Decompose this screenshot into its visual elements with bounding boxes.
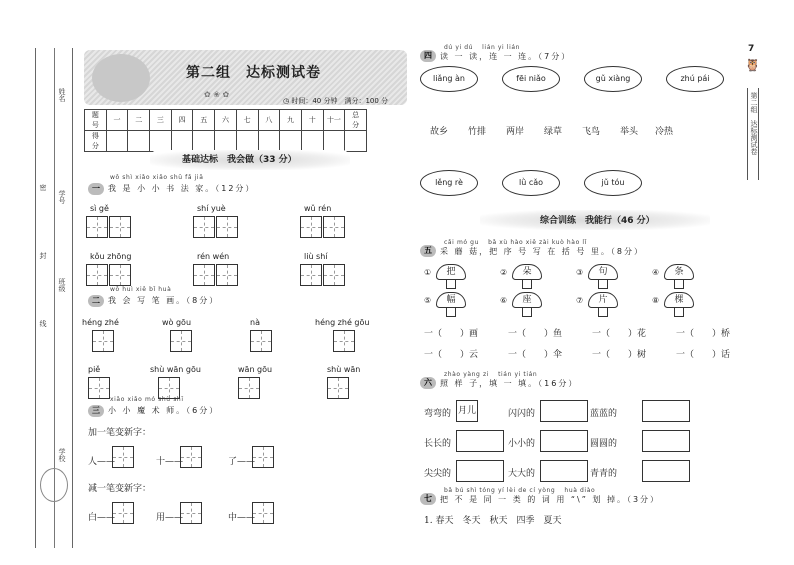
mushroom-cap: 句: [588, 264, 618, 280]
section-2-pinyin: wǒ huì xiě bǐ huà: [110, 286, 172, 293]
section-5-pinyin: cǎi mó gu bǎ xù hào xiě zài kuò hào lǐ: [444, 239, 587, 246]
writing-box[interactable]: [216, 216, 238, 238]
time-info: [283, 96, 388, 106]
adjective-prompt: 小小的: [508, 439, 536, 449]
writing-box[interactable]: [193, 264, 215, 286]
pinyin-oval[interactable]: zhú pái: [666, 66, 724, 92]
score-header-cell: 四: [171, 110, 193, 131]
mushroom-number: ③: [576, 268, 584, 277]
matching-word[interactable]: 故乡: [430, 127, 449, 137]
student-id-label: 学号: [58, 190, 66, 204]
mushroom: [436, 292, 466, 318]
score-input-cell[interactable]: [301, 131, 323, 152]
add-stroke-label: 加一笔变新字：: [88, 428, 152, 438]
stroke-pinyin: shù wān: [327, 365, 361, 374]
decorative-flowers-icon: ✿ ❀ ✿: [204, 90, 230, 99]
score-header-cell: 五: [193, 110, 215, 131]
mushroom-cap: 幅: [436, 292, 466, 308]
writing-box[interactable]: [300, 264, 322, 286]
page-title: 第二组 达标测试卷: [186, 65, 321, 81]
stroke-pinyin: nà: [250, 318, 260, 327]
matching-word[interactable]: 举头: [620, 127, 639, 137]
time-info-text: 时间：40 分钟 满分：100 分: [291, 97, 389, 105]
measure-word-blank[interactable]: 一（ ）鱼: [508, 329, 563, 339]
section-4-number: 四: [420, 50, 436, 62]
answer-box[interactable]: [252, 446, 274, 468]
stroke-pinyin: wān gōu: [238, 365, 273, 374]
pinyin-prompt: liù shí: [304, 252, 328, 261]
stroke-box[interactable]: [327, 377, 349, 399]
score-table: [84, 109, 367, 152]
score-header-cell: 题 号: [85, 110, 107, 131]
example-answer-box[interactable]: 月儿: [456, 400, 478, 422]
score-input-cell[interactable]: [193, 131, 215, 152]
pinyin-oval[interactable]: jǔ tóu: [584, 170, 642, 196]
section-7-line-1: 1. 春天 冬天 秋天 四季 夏天: [424, 516, 562, 526]
pinyin-prompt: rén wén: [197, 252, 230, 261]
section-7-pinyin: bǎ bú shì tóng yí lèi de cí yòng huà diào: [444, 487, 596, 494]
score-input-cell[interactable]: [171, 131, 193, 152]
mushroom: [512, 264, 542, 290]
score-header-cell: 二: [128, 110, 150, 131]
adjective-prompt: 青青的: [590, 469, 618, 479]
fill-in-box[interactable]: [642, 430, 690, 452]
name-label: 姓名: [58, 88, 66, 102]
mascot-illustration: [92, 54, 150, 102]
mushroom: [588, 292, 618, 318]
mascot-doodle-icon: [40, 468, 68, 502]
mushroom-number: ②: [500, 268, 508, 277]
stroke-pinyin: héng zhé gōu: [315, 318, 370, 327]
answer-box[interactable]: [252, 502, 274, 524]
adjective-prompt: 尖尖的: [424, 469, 452, 479]
fill-in-box[interactable]: [540, 430, 588, 452]
pinyin-oval[interactable]: fēi niǎo: [502, 66, 560, 92]
section-4-text: 读 一 读，连 一 连。（7分）: [440, 52, 572, 61]
measure-word-blank[interactable]: 一（ ）画: [424, 329, 479, 339]
section-1-pinyin: wǒ shì xiǎo xiǎo shū fǎ jiā: [110, 174, 204, 181]
matching-word[interactable]: 绿草: [544, 127, 563, 137]
mushroom: [588, 264, 618, 290]
section-6-text: 照 样 子，填 一 填。（16分）: [440, 379, 579, 388]
adjective-prompt: 弯弯的: [424, 409, 452, 419]
score-input-cell[interactable]: [280, 131, 302, 152]
mushroom-number: ④: [652, 268, 660, 277]
matching-word[interactable]: 冷热: [655, 127, 674, 137]
mushroom: [664, 264, 694, 290]
mushroom-stem: [598, 307, 608, 317]
score-header-cell: 十: [301, 110, 323, 131]
section-7-text: 把 不 是 同 一 类 的 词 用 “\” 划 掉。（3分）: [440, 495, 661, 504]
mushroom-stem: [674, 307, 684, 317]
answer-box[interactable]: [180, 502, 202, 524]
clock-icon: ◷: [283, 97, 292, 105]
seal-feng: 封: [39, 252, 47, 259]
adjective-prompt: 闪闪的: [508, 409, 536, 419]
measure-word-blank[interactable]: 一（ ）云: [424, 350, 479, 360]
part1-title: 基础达标 我会做（33 分）: [182, 155, 297, 165]
mushroom-stem: [522, 279, 532, 289]
side-title: 第二组 达标测试卷: [750, 92, 758, 155]
pinyin-prompt: kǒu zhōng: [90, 252, 132, 261]
stroke-box[interactable]: [238, 377, 260, 399]
pinyin-oval[interactable]: lěng rè: [420, 170, 478, 196]
fill-in-box[interactable]: [456, 430, 504, 452]
section-3-pinyin: xiǎo xiǎo mó shù shī: [110, 396, 184, 403]
stroke-box[interactable]: [88, 377, 110, 399]
mushroom-cap: 把: [436, 264, 466, 280]
score-input-cell[interactable]: [323, 131, 345, 152]
score-blank-row: [85, 131, 367, 152]
matching-word[interactable]: 飞鸟: [582, 127, 601, 137]
section-5-text: 采 蘑 菇，把 序 号 写 在 括 号 里。（8分）: [440, 247, 644, 256]
fill-in-box[interactable]: [456, 460, 504, 482]
writing-box[interactable]: [216, 264, 238, 286]
writing-box[interactable]: [323, 264, 345, 286]
mushroom: [436, 264, 466, 290]
binding-strip: [35, 48, 73, 548]
answer-box[interactable]: [112, 502, 134, 524]
section-6-number: 六: [420, 377, 436, 389]
score-header-cell: 八: [258, 110, 280, 131]
stroke-pinyin: shù wān gōu: [150, 365, 201, 374]
remove-stroke-label: 减一笔变新字：: [88, 484, 152, 494]
add-stroke-item: 十——: [156, 457, 184, 467]
pinyin-oval[interactable]: lǜ cǎo: [502, 170, 560, 196]
mushroom-number: ①: [424, 268, 432, 277]
fill-in-box[interactable]: [642, 460, 690, 482]
stroke-pinyin: héng zhé: [82, 318, 119, 327]
writing-box[interactable]: [323, 216, 345, 238]
score-input-cell[interactable]: [128, 131, 150, 152]
mushroom-cap: 片: [588, 292, 618, 308]
answer-box[interactable]: [112, 446, 134, 468]
pinyin-oval[interactable]: liǎng àn: [420, 66, 478, 92]
pinyin-prompt: sì gě: [90, 204, 109, 213]
score-header-cell: 七: [236, 110, 258, 131]
section-5-number: 五: [420, 245, 436, 257]
section-3-number: 三: [88, 405, 104, 417]
matching-word[interactable]: 竹排: [468, 127, 487, 137]
writing-box[interactable]: [86, 216, 108, 238]
answer-box[interactable]: [180, 446, 202, 468]
adjective-prompt: 长长的: [424, 439, 452, 449]
section-2-number: 二: [88, 295, 104, 307]
score-header-cell: 总 分: [345, 110, 367, 131]
remove-stroke-item: 白——: [88, 513, 116, 523]
pinyin-prompt: shí yuè: [197, 204, 226, 213]
mushroom-number: ⑧: [652, 296, 660, 305]
mushroom-cap: 棵: [664, 292, 694, 308]
fill-in-box[interactable]: [540, 400, 588, 422]
seal-xian: 线: [39, 320, 47, 327]
writing-box[interactable]: [300, 216, 322, 238]
mushroom-number: ⑦: [576, 296, 584, 305]
score-input-cell[interactable]: [345, 131, 367, 152]
class-label: 班级: [58, 278, 66, 292]
remove-stroke-item: 中——: [228, 513, 256, 523]
writing-box[interactable]: [109, 264, 131, 286]
score-header-cell: 三: [150, 110, 172, 131]
mushroom: [512, 292, 542, 318]
measure-word-blank[interactable]: 一（ ）伞: [508, 350, 563, 360]
score-header-row: [85, 110, 367, 131]
pinyin-prompt: wǔ rén: [304, 204, 332, 213]
section-7-number: 七: [420, 493, 436, 505]
mushroom-stem: [446, 279, 456, 289]
section-2-text: 我 会 写 笔 画。（8分）: [108, 296, 220, 305]
stroke-box[interactable]: [250, 330, 272, 352]
mushroom-number: ⑤: [424, 296, 432, 305]
mushroom-cap: 座: [512, 292, 542, 308]
seal-mi: 密: [39, 184, 47, 191]
mushroom-stem: [522, 307, 532, 317]
add-stroke-item: 了——: [228, 457, 256, 467]
score-input-cell[interactable]: [106, 131, 128, 152]
section-3-text: 小 小 魔 术 师。（6分）: [108, 406, 220, 415]
stroke-pinyin: wò gōu: [162, 318, 192, 327]
mushroom-cap: 条: [664, 264, 694, 280]
adjective-prompt: 蓝蓝的: [590, 409, 618, 419]
matching-word[interactable]: 两岸: [506, 127, 525, 137]
mushroom: [664, 292, 694, 318]
score-label-cell: 得 分: [85, 131, 107, 152]
score-header-cell: 六: [215, 110, 237, 131]
stroke-box[interactable]: [92, 330, 114, 352]
writing-box[interactable]: [86, 264, 108, 286]
school-label: 学校: [58, 448, 66, 462]
stroke-box[interactable]: [170, 330, 192, 352]
section-1-text: 我 是 小 小 书 法 家。（12分）: [108, 184, 256, 193]
remove-stroke-item: 用——: [156, 513, 184, 523]
score-header-cell: 一: [106, 110, 128, 131]
writing-box[interactable]: [193, 216, 215, 238]
pinyin-oval[interactable]: gǔ xiàng: [584, 66, 642, 92]
score-input-cell[interactable]: [258, 131, 280, 152]
owl-icon: 🦉: [745, 58, 760, 72]
score-header-cell: 九: [280, 110, 302, 131]
writing-box[interactable]: [109, 216, 131, 238]
measure-word-blank[interactable]: 一（ ）话: [676, 350, 731, 360]
fill-in-box[interactable]: [642, 400, 690, 422]
part2-title: 综合训练 我能行（46 分）: [540, 216, 655, 226]
section-6-pinyin: zhào yàng zi tián yi tián: [444, 371, 538, 378]
section-4-pinyin: dú yi dú lián yi lián: [444, 44, 521, 51]
adjective-prompt: 圆圆的: [590, 439, 618, 449]
stroke-pinyin: piě: [88, 365, 101, 374]
stroke-box[interactable]: [333, 330, 355, 352]
score-input-cell[interactable]: [150, 131, 172, 152]
stroke-box[interactable]: [158, 377, 180, 399]
mushroom-stem: [598, 279, 608, 289]
add-stroke-item: 人——: [88, 457, 116, 467]
score-input-cell[interactable]: [236, 131, 258, 152]
adjective-prompt: 大大的: [508, 469, 536, 479]
mushroom-cap: 朵: [512, 264, 542, 280]
section-1-number: 一: [88, 183, 104, 195]
mushroom-number: ⑥: [500, 296, 508, 305]
measure-word-blank[interactable]: 一（ ）树: [592, 350, 647, 360]
page-number: 7: [748, 44, 755, 54]
fill-in-box[interactable]: [540, 460, 588, 482]
mushroom-stem: [446, 307, 456, 317]
score-input-cell[interactable]: [215, 131, 237, 152]
measure-word-blank[interactable]: 一（ ）桥: [676, 329, 731, 339]
measure-word-blank[interactable]: 一（ ）花: [592, 329, 647, 339]
mushroom-stem: [674, 279, 684, 289]
score-header-cell: 十一: [323, 110, 345, 131]
side-band: [747, 88, 759, 180]
